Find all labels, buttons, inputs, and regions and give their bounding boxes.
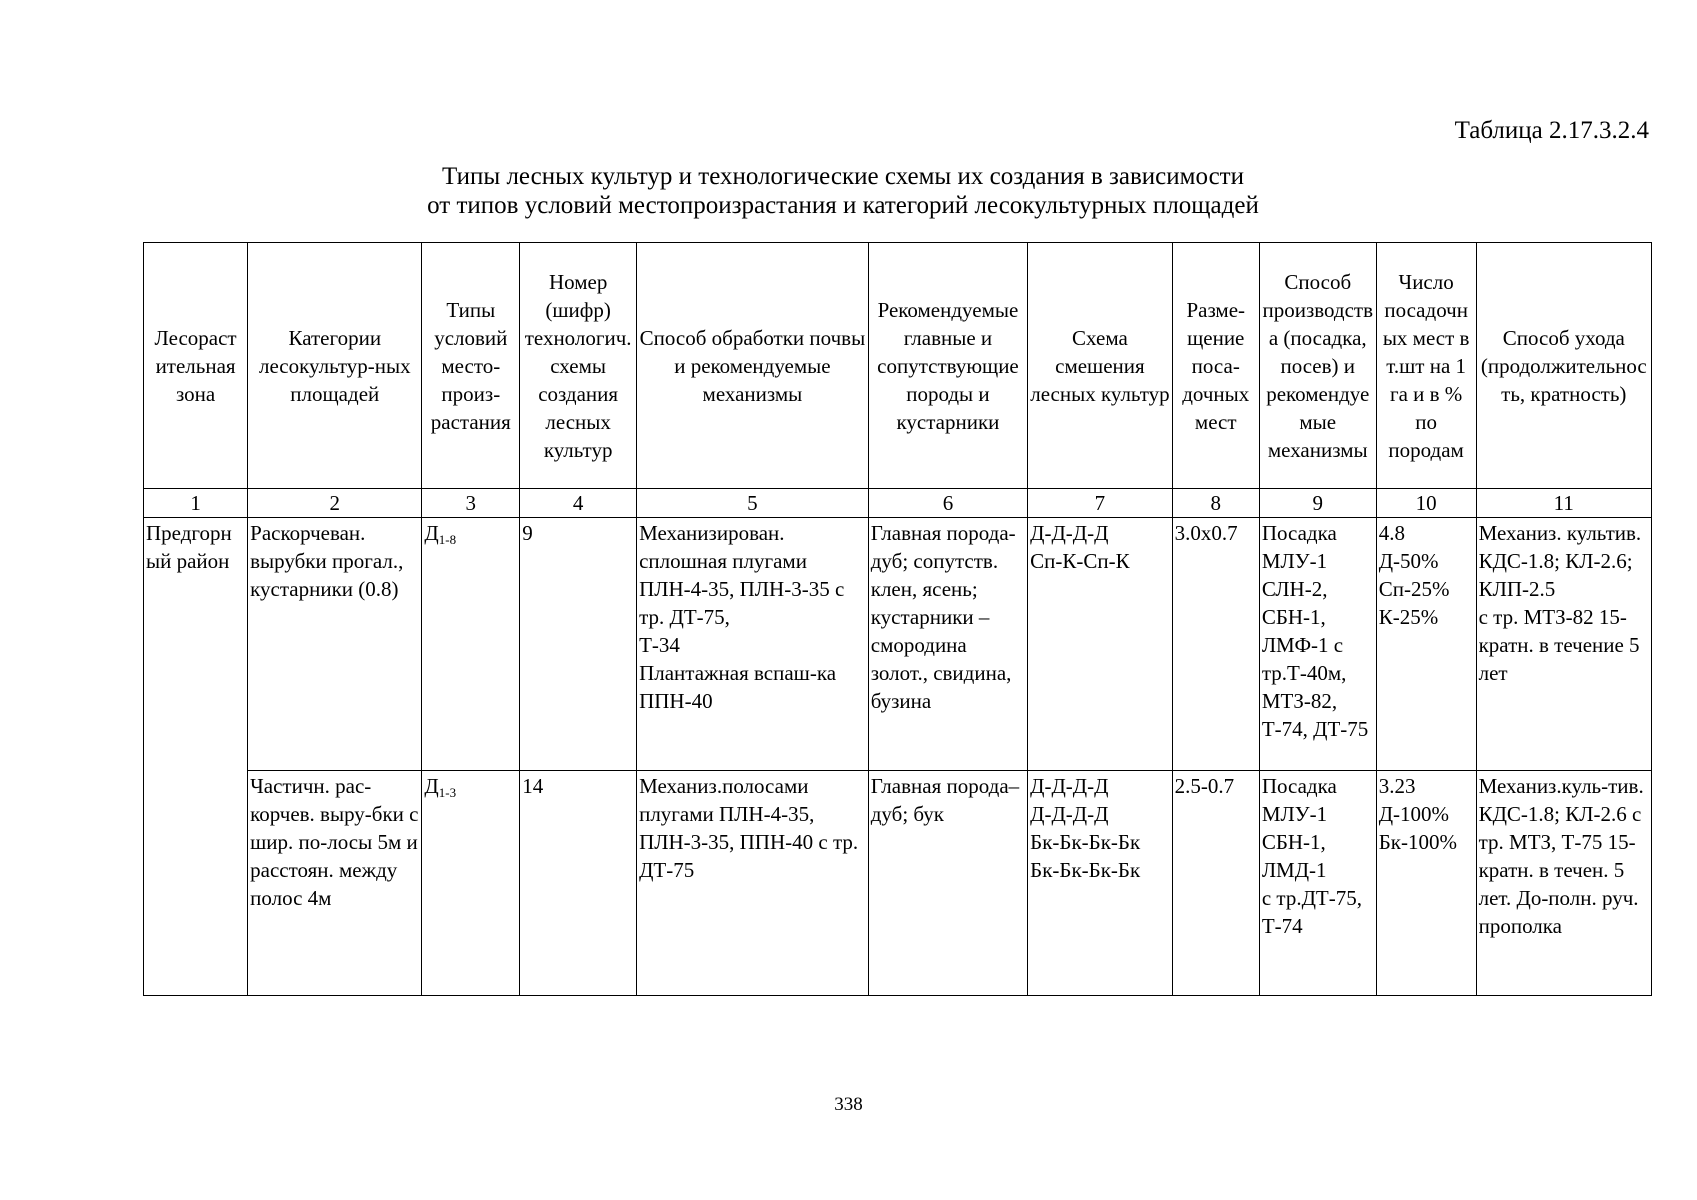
cell-soil-treatment: Механиз.полосами плугами ПЛН-4-35, ПЛН-3-35, ППН-40 с тр. ДТ-75 [637, 771, 869, 996]
column-header-species: Рекомендуемые главные и сопутствующие породы и кустарники [868, 243, 1027, 489]
cell-production: Посадка МЛУ-1 СЛН-2, СБН-1, ЛМФ-1 с тр.Т-40м, МТЗ-82, Т-74, ДТ-75 [1259, 518, 1376, 771]
cell-care: Механиз. культив. КДС-1.8; КЛ-2.6; КЛП-2.5 с тр. МТЗ-82 15-кратн. в течение 5 лет [1476, 518, 1651, 771]
cell-soil-treatment: Механизирован. сплошная плугами ПЛН-4-35, ПЛН-3-35 с тр. ДТ-75, Т-34 Плантажная вспаш-ка ППН-40 [637, 518, 869, 771]
column-number: 9 [1259, 489, 1376, 518]
cell-density: 3.23 Д-100% Бк-100% [1376, 771, 1476, 996]
column-number: 1 [144, 489, 248, 518]
cell-category: Частичн. рас-корчев. выру-бки с шир. по-лосы 5м и расстоян. между полос 4м [248, 771, 422, 996]
cell-site-type [422, 771, 520, 996]
column-header-production: Способ производства (посадка, посев) и рекомендуемые механизмы [1259, 243, 1376, 489]
column-number: 5 [637, 489, 869, 518]
column-header-placement: Разме-щение поса-дочных мест [1172, 243, 1259, 489]
cell-placement: 3.0х0.7 [1172, 518, 1259, 771]
title-line: Типы лесных культур и технологические схемы их создания в зависимости [442, 163, 1244, 190]
cell-density: 4.8 Д-50% Сп-25% К-25% [1376, 518, 1476, 771]
column-header-zone: Лесораст ительная зона [144, 243, 248, 489]
cell-scheme-number: 14 [520, 771, 637, 996]
cell-zone: Предгорный район [144, 518, 248, 996]
cell-production: Посадка МЛУ-1 СБН-1, ЛМД-1 с тр.ДТ-75, Т-74 [1259, 771, 1376, 996]
column-header-site-type: Типы условий место-произ-растания [422, 243, 520, 489]
column-number: 3 [422, 489, 520, 518]
column-header-soil-treatment: Способ обработки почвы и рекомендуемые механизмы [637, 243, 869, 489]
column-header-mixing-scheme: Схема смешения лесных культур [1028, 243, 1173, 489]
site-type-subscript: 1-8 [438, 532, 457, 547]
forest-cultures-table [143, 242, 1652, 996]
cell-species: Главная порода-дуб; сопутств. клен, ясень; кустарники – смородина золот., свидина, бузина [868, 518, 1027, 771]
table-row [144, 771, 1652, 996]
column-number: 4 [520, 489, 637, 518]
column-header-scheme-number: Номер (шифр) технологич. схемы создания лесных культур [520, 243, 637, 489]
cell-category: Раскорчеван. вырубки прогал., кустарники (0.8) [248, 518, 422, 771]
column-number: 8 [1172, 489, 1259, 518]
column-number: 2 [248, 489, 422, 518]
column-header-care: Способ ухода (продолжительность, кратность) [1476, 243, 1651, 489]
cell-mixing-scheme: Д-Д-Д-Д Сп-К-Сп-К [1028, 518, 1173, 771]
site-type-base: Д [424, 774, 439, 798]
page-number: 338 [834, 1094, 863, 1115]
cell-species: Главная порода–дуб; бук [868, 771, 1027, 996]
column-header-density: Число посадочных мест в т.шт на 1 га и в % по породам [1376, 243, 1476, 489]
title-line: от типов условий местопроизрастания и категорий лесокультурных площадей [427, 192, 1259, 219]
cell-mixing-scheme: Д-Д-Д-Д Д-Д-Д-Д Бк-Бк-Бк-Бк Бк-Бк-Бк-Бк [1028, 771, 1173, 996]
cell-scheme-number: 9 [520, 518, 637, 771]
site-type-base: Д [424, 521, 439, 545]
cell-care: Механиз.куль-тив. КДС-1.8; КЛ-2.6 с тр. МТЗ, Т-75 15-кратн. в течен. 5 лет. До-полн. руч. прополка [1476, 771, 1651, 996]
column-number: 6 [868, 489, 1027, 518]
column-number: 11 [1476, 489, 1651, 518]
cell-placement: 2.5-0.7 [1172, 771, 1259, 996]
cell-site-type [422, 518, 520, 771]
site-type-subscript: 1-3 [438, 785, 457, 800]
column-header-category: Категории лесокультур-ных площадей [248, 243, 422, 489]
column-number: 7 [1028, 489, 1173, 518]
column-number-row [144, 489, 1652, 518]
table-title [143, 162, 1643, 220]
header-row [144, 243, 1652, 489]
table-row [144, 518, 1652, 771]
column-number: 10 [1376, 489, 1476, 518]
table-number: Таблица 2.17.3.2.4 [1454, 117, 1649, 144]
